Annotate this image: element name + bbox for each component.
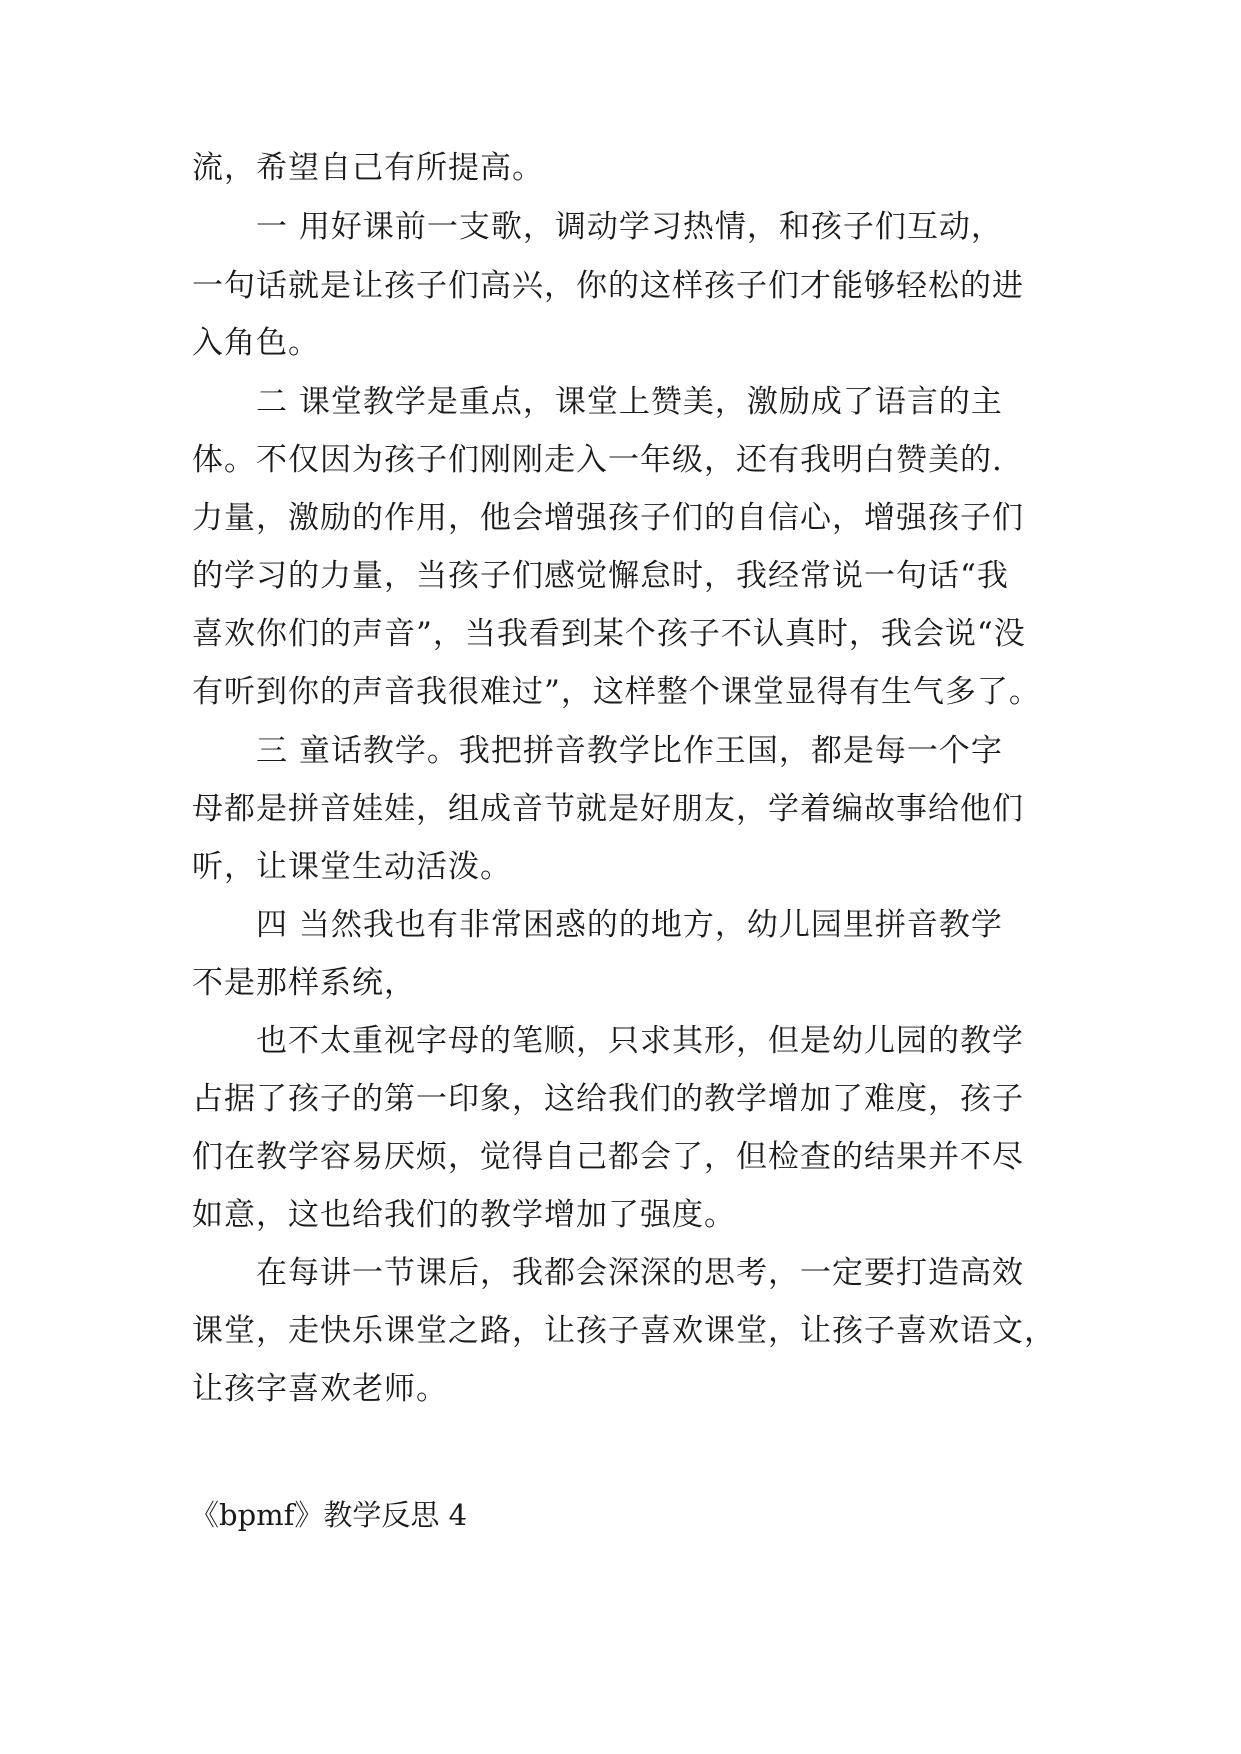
text-line: 听，让课堂生动活泼。: [192, 849, 512, 885]
text-line: 入角色。: [192, 325, 320, 361]
text-line: 也不太重视字母的笔顺，只求其形，但是幼儿园的教学: [256, 1023, 1024, 1059]
text-line: 不是那样系统，: [192, 965, 416, 1001]
text-line: 二 课堂教学是重点，课堂上赞美，激励成了语言的主: [256, 384, 1003, 420]
section-title: 《bpmf》教学反思 4: [190, 1498, 468, 1532]
text-line: 有听到你的声音我很难过”，这样整个课堂显得有生气多了。: [192, 674, 1041, 710]
text-line: 三 童话教学。我把拼音教学比作王国，都是每一个字: [256, 733, 1003, 769]
text-line: 的学习的力量，当孩子们感觉懈怠时，我经常说一句话“我: [192, 558, 1009, 594]
text-line: 一 用好课前一支歌，调动学习热情，和孩子们互动，: [256, 209, 1003, 245]
text-line: 力量，激励的作用，他会增强孩子们的自信心，增强孩子们: [192, 500, 1024, 536]
text-line: 在每讲一节课后，我都会深深的思考，一定要打造高效: [256, 1255, 1024, 1291]
text-line: 母都是拼音娃娃，组成音节就是好朋友，学着编故事给他们: [192, 791, 1024, 827]
text-line: 如意，这也给我们的教学增加了强度。: [192, 1197, 736, 1233]
text-line: 流，希望自己有所提高。: [192, 150, 544, 186]
text-line: 让孩字喜欢老师。: [192, 1371, 448, 1407]
text-line: 占据了孩子的第一印象，这给我们的教学增加了难度，孩子: [192, 1081, 1024, 1117]
text-line: 们在教学容易厌烦，觉得自己都会了，但检查的结果并不尽: [192, 1139, 1024, 1175]
text-line: 四 当然我也有非常困惑的的地方，幼儿园里拼音教学: [256, 907, 1003, 943]
text-line: 体。不仅因为孩子们刚刚走入一年级，还有我明白赞美的.: [192, 442, 1003, 478]
text-line: 一句话就是让孩子们高兴，你的这样孩子们才能够轻松的进: [192, 268, 1024, 304]
text-line: 课堂，走快乐课堂之路，让孩子喜欢课堂，让孩子喜欢语文，: [192, 1313, 1056, 1349]
text-line: 喜欢你们的声音”，当我看到某个孩子不认真时，我会说“没: [192, 616, 1026, 652]
